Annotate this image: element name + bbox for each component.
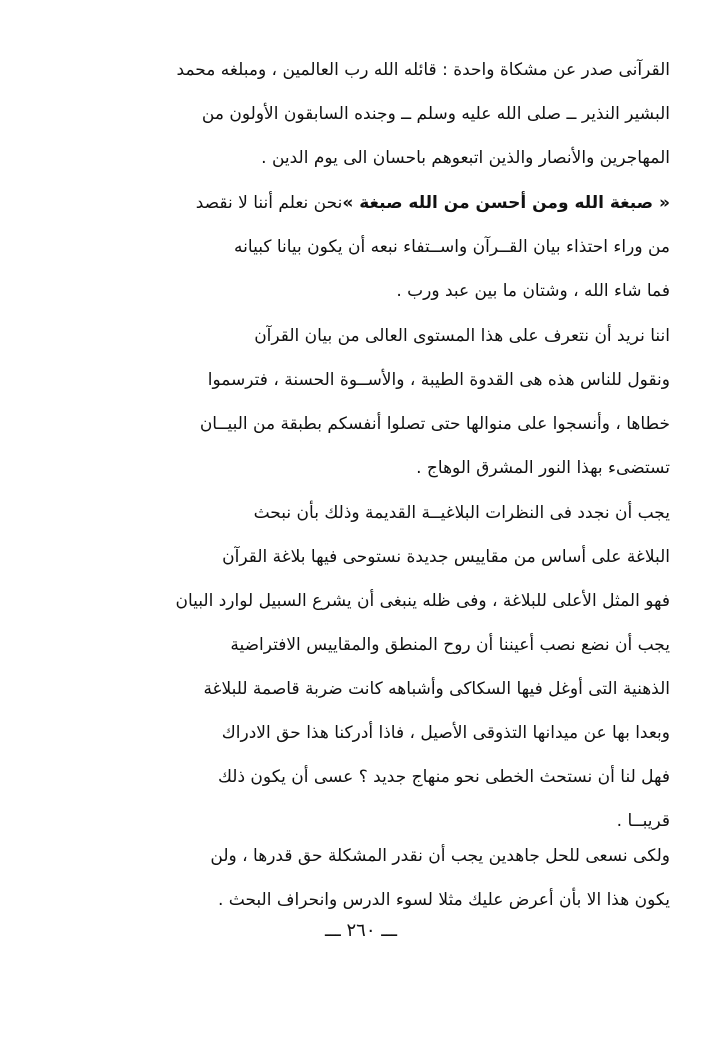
page-number: ـــ ٢٦٠ ـــ [324,920,398,941]
text-line: ونقول للناس هذه هى القدوة الطيبة ، والأســوة الحسنة ، فترسموا [207,370,670,390]
text-line: البشير النذير ــ صلى الله عليه وسلم ــ وجنده السابقون الأولون من [201,104,670,124]
text-line: يكون هذا الا بأن أعرض عليك مثلا لسوء الدرس وانحراف البحث . [217,890,670,910]
paragraph-2 [118,181,670,313]
text-line [118,181,670,225]
text-line: المهاجرين والأنصار والذين اتبعوهم باحسان الى يوم الدين . [261,148,670,168]
text-line: يجب أن نضع نصب أعيننا أن روح المنطق والمقاييس الافتراضية [230,635,670,655]
text-line: القرآنى صدر عن مشكاة واحدة : قائله الله رب العالمين ، ومبلغه محمد [176,60,670,80]
paragraph-3 [118,314,670,490]
text-line: يجب أن نجدد فى النظرات البلاغيــة القديمة وذلك بأن نبحث [253,503,670,523]
text-line: خطاها ، وأنسجوا على منوالها حتى تصلوا أنفسكم بطبقة من البيــان [199,414,670,434]
text-line: قريبــا . [616,811,670,831]
paragraph-5 [118,623,670,843]
text-line: وبعدا بها عن ميدانها التذوقى الأصيل ، فاذا أدركنا هذا حق الادراك [221,723,670,743]
text-line: ولكى نسعى للحل جاهدين يجب أن نقدر المشكلة حق قدرها ، ولن [210,846,670,866]
quran-quote: « صبغة الله ومن أحسن من الله صبغة » [342,193,670,213]
text-line: فهو المثل الأعلى للبلاغة ، وفى ظله ينبغى أن يشرع السبيل لوارد البيان [175,591,670,611]
text-line: فما شاء الله ، وشتان ما بين عبد ورب . [396,281,670,301]
text-span: نحن نعلم أننا لا نقصد [195,193,343,213]
paragraph-4 [118,491,670,623]
text-line: فهل لنا أن نستحث الخطى نحو منهاج جديد ؟ عسى أن يكون ذلك [217,767,670,787]
text-line: من وراء احتذاء بيان القــرآن واســتفاء نبعه أن يكون بيانا كبيانه [234,237,670,257]
text-line: البلاغة على أساس من مقاييس جديدة نستوحى فيها بلاغة القرآن [222,547,670,567]
paragraph-6 [118,834,670,922]
paragraph-1 [118,48,670,180]
text-line: تستضىء بهذا النور المشرق الوهاج . [416,458,670,478]
text-line: الذهنية التى أوغل فيها السكاكى وأشباهه كانت ضربة قاصمة للبلاغة [203,679,670,699]
text-line: اننا نريد أن نتعرف على هذا المستوى العالى من بيان القرآن [254,326,670,346]
